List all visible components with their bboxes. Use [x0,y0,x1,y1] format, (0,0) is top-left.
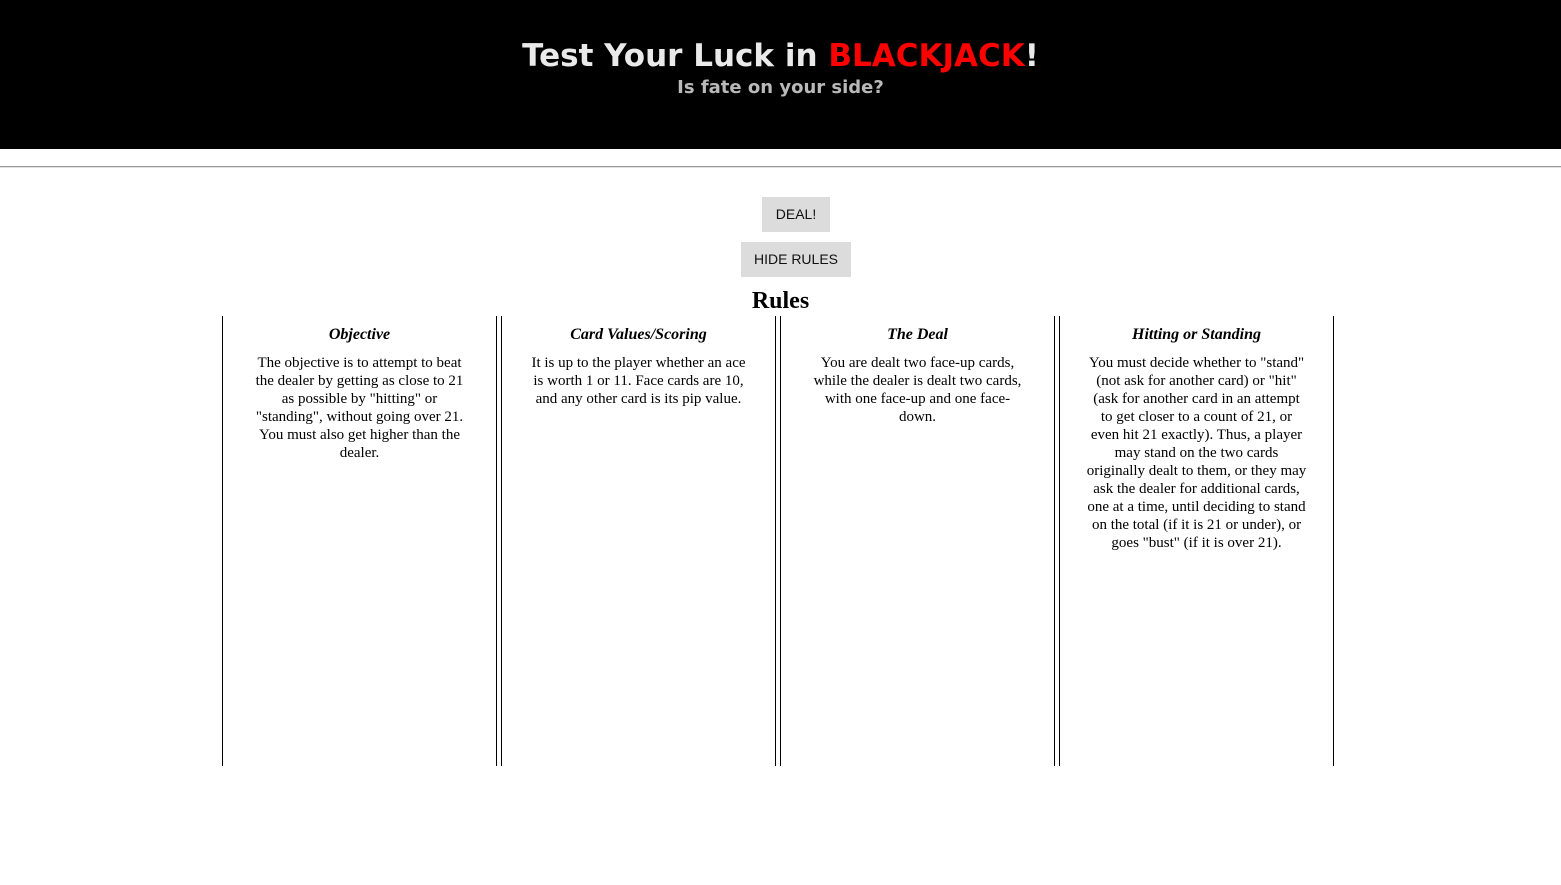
rule-title: The Deal [887,326,948,343]
rule-section-card-values [501,316,776,766]
rule-title: Hitting or Standing [1132,326,1261,343]
rule-section-objective [222,316,497,766]
rule-title: Objective [328,326,391,343]
title-suffix: ! [1024,38,1039,74]
rules-grid [222,316,1340,766]
rule-section-the-deal [780,316,1055,766]
rule-text: It is up to the player whether an ace is worth 1 or 11. Face cards are 10, and any other card is its pip value. [531,355,746,407]
rule-title: Card Values/Scoring [570,326,707,343]
rule-text: You must decide whether to "stand" (not ask for another card) or "hit" (ask for another card in an attempt to get closer to a count of 21, or even hit 21 exactly). Thus, a player may stand on the two cards originally dealt to them, or they may ask the dealer for additional cards, one at a time, until deciding to stand on the total (if it is 21 or under), or goes "bust" (if it is over 21). [1086,355,1307,551]
title-prefix: Test Your Luck in [522,38,829,74]
page-subtitle: Is fate on your side? [677,77,884,98]
title-accent: BLACKJACK [828,38,1025,74]
rule-section-hitting-standing [1059,316,1334,766]
rules-heading: Rules [751,288,810,314]
rule-text: You are dealt two face-up cards, while the dealer is dealt two cards, with one face-up and one face-down. [813,355,1022,425]
page-title [0,36,1561,76]
rule-text: The objective is to attempt to beat the dealer by getting as close to 21 as possible by "hitting" or "standing", without going over 21. You must also get higher than the dealer. [255,355,464,461]
page-header [0,0,1561,149]
header-divider [0,166,1561,168]
hide-rules-button[interactable]: HIDE RULES [741,242,851,277]
deal-button[interactable]: DEAL! [762,197,830,232]
